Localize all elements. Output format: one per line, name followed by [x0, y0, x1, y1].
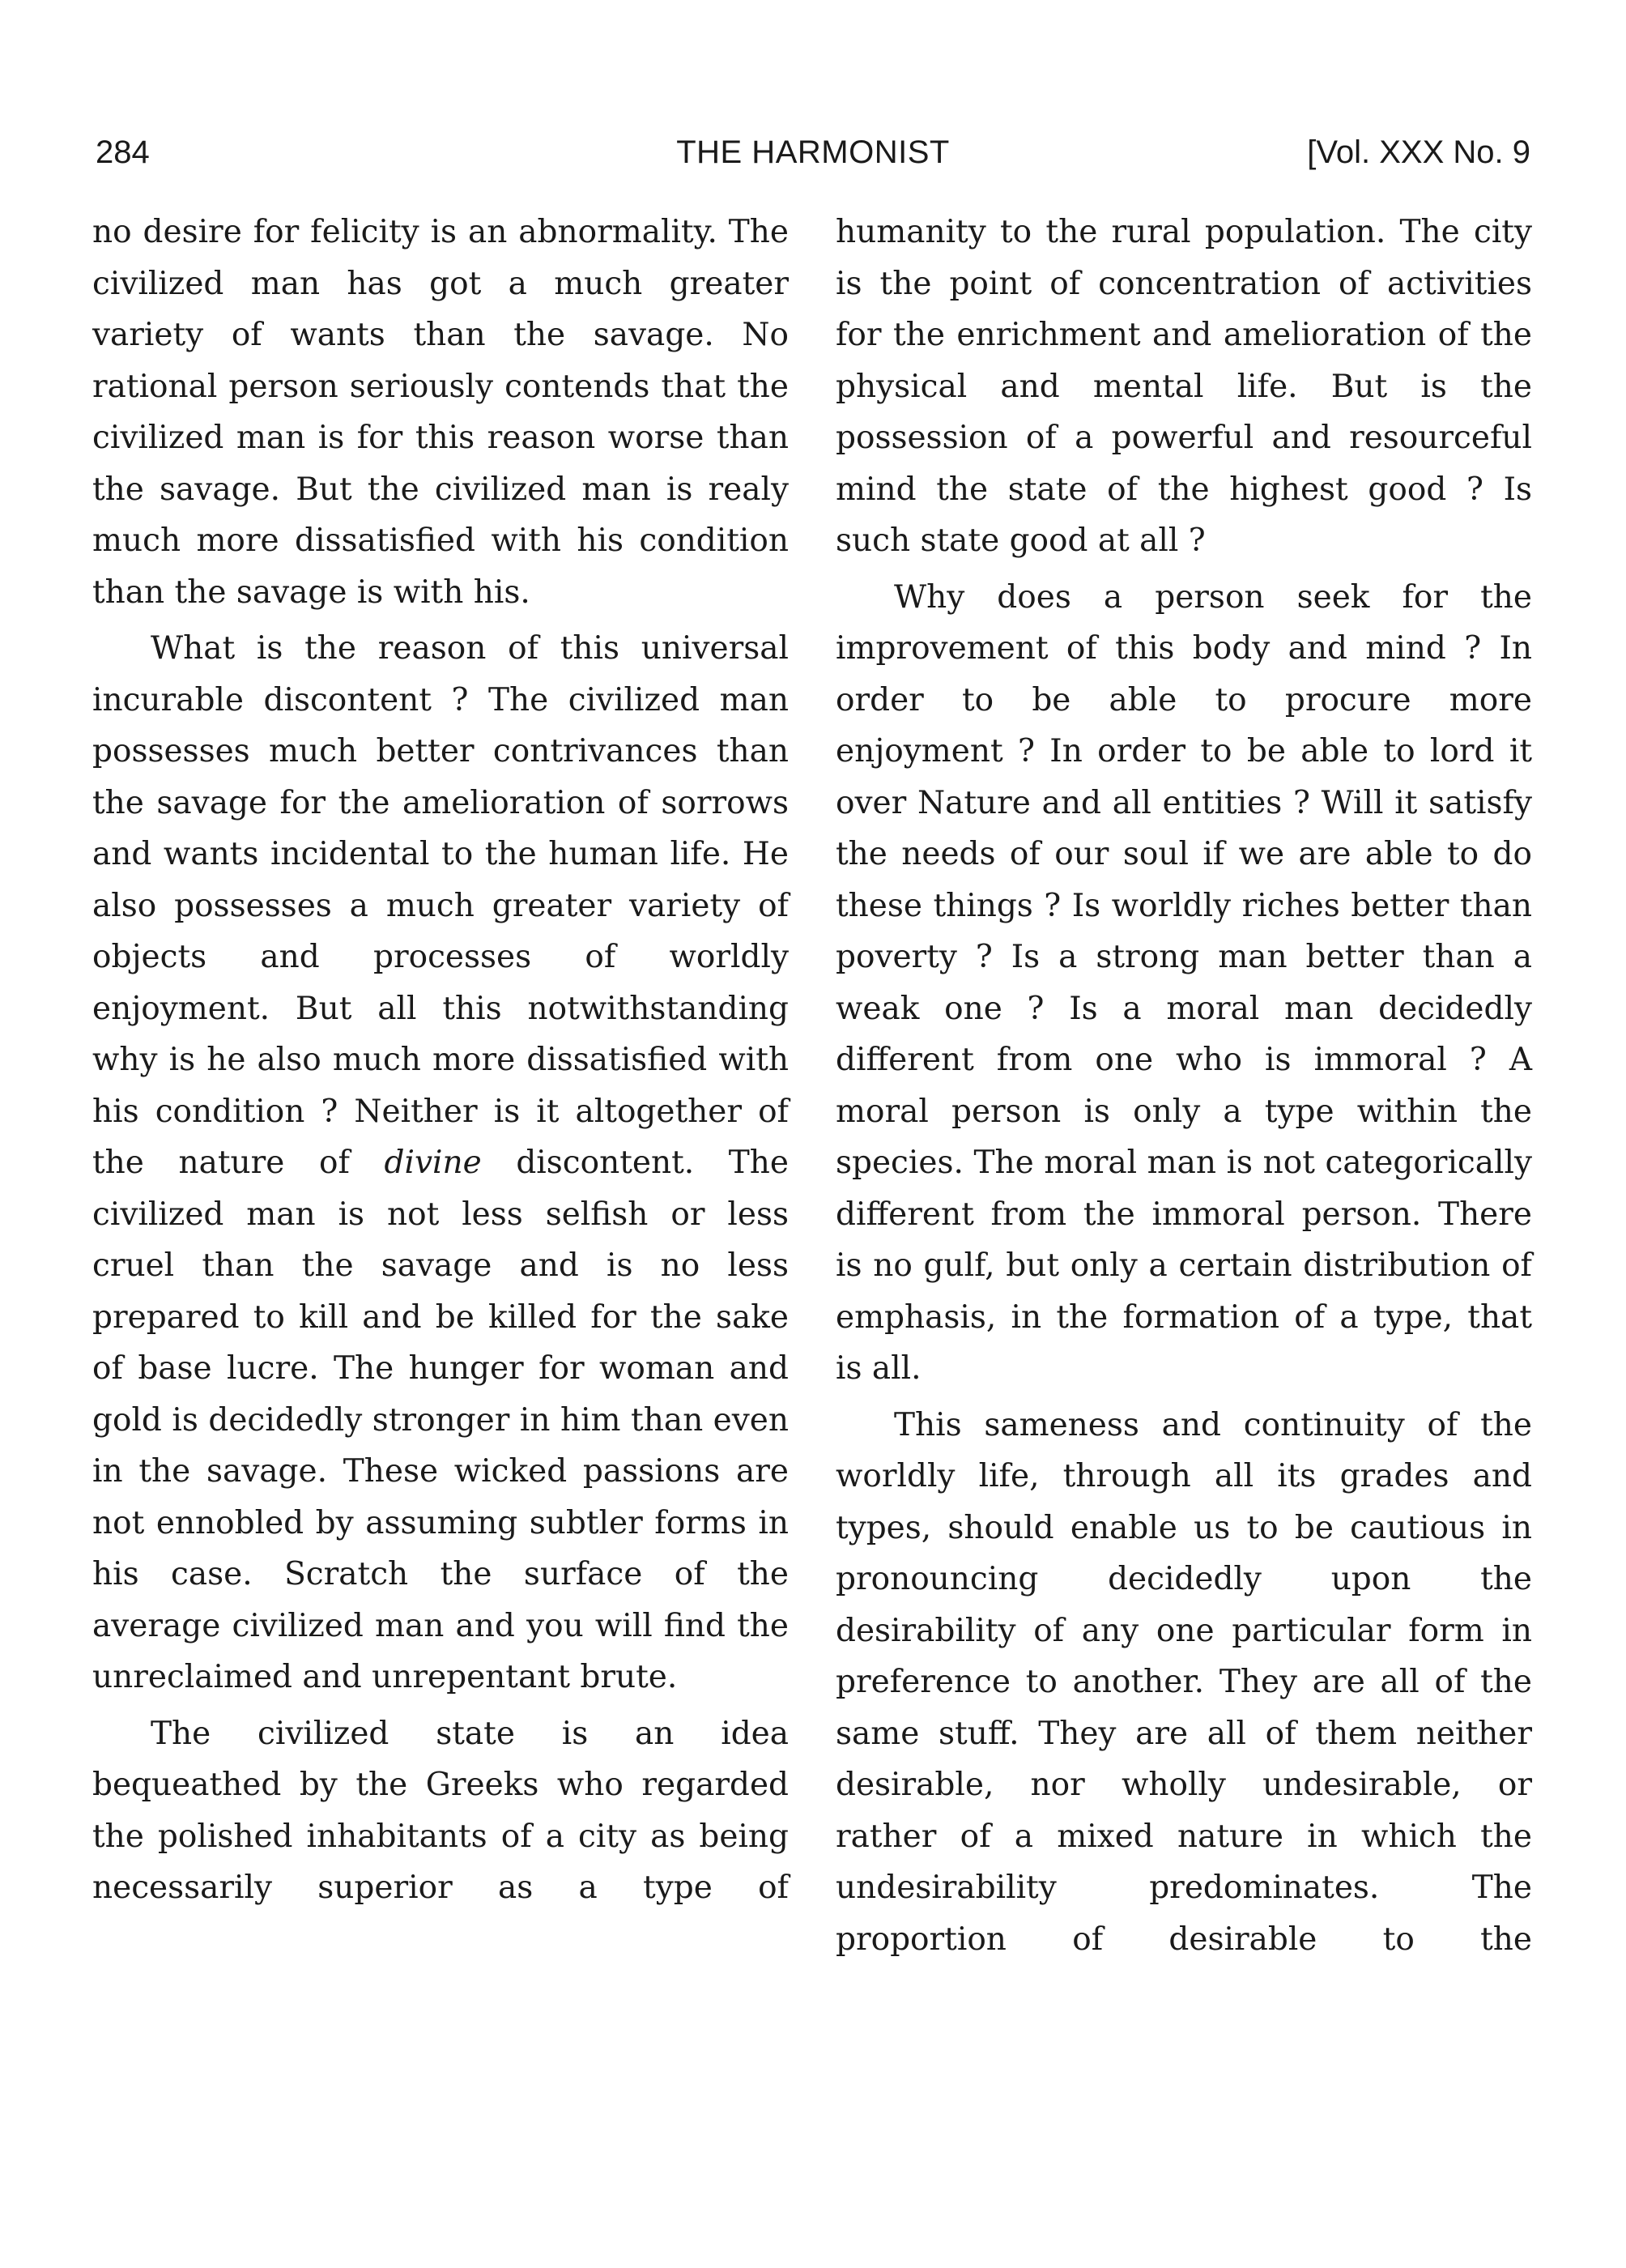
- left-paragraph-1: no desire for felicity is an abnormality. The civilized man has got a much greater variety of wants than the savage. No rational person seriously contends that the civilized man is for this reason worse than the savage. But the civilized man is realy much more dissatisfied with his condition than the savage is with his.: [92, 214, 789, 611]
- left-paragraph-3: The civilized state is an idea bequeathed by the Greeks who regarded the polished inhabitants of a city as being necessarily superior as a type of: [92, 1715, 789, 1906]
- running-title: THE HARMONIST: [676, 134, 950, 170]
- italic-word-divine: divine: [384, 1145, 482, 1181]
- left-paragraph-2: [92, 623, 789, 1703]
- right-paragraph-3: This sameness and continuity of the worldly life, through all its grades and types, should enable us to be cautious in pronouncing decidedly upon the desirability of any one particular form in preference to another. They are all of the same stuff. They are all of them neither desirable, nor wholly undesirable, or rather of a mixed nature in which the undesirability predominates. The proportion of desirable to the: [836, 1406, 1532, 1958]
- right-paragraph-1: humanity to the rural population. The city is the point of concentration of activities for the enrichment and amelioration of the physical and mental life. But is the possession of a powerful and resourceful mind the state of the highest good ? Is such state good at all ?: [836, 214, 1532, 559]
- volume-info: [Vol. XXX No. 9: [1307, 134, 1530, 170]
- left-paragraph-2-text-b: discontent. The civilized man is not less selfish or less cruel than the savage and is no less prepared to kill and be killed for the sake of base lucre. The hunger for woman and gold is decidedly stronger in him than even in the savage. These wicked passions are not ennobled by assuming subtler forms in his case. Scratch the surface of the average civilized man and you will find the unreclaimed and unrepentant brute.: [92, 1145, 789, 1695]
- left-paragraph-2-text-a: What is the reason of this universal incurable discontent ? The civilized man possesses much better contrivances than the savage for the amelioration of sorrows and wants incidental to the human life. He also possesses a much greater variety of objects and processes of worldly enjoyment. But all this notwithstanding why is he also much more dissatisfied with his condition ? Neither is it altogether of the nature of: [92, 630, 789, 1181]
- page-number: 284: [96, 134, 150, 170]
- right-paragraph-2: Why does a person seek for the improvement of this body and mind ? In order to be able to procure more enjoyment ? In order to be able to lord it over Nature and all entities ? Will it satisfy the needs of our soul if we are able to do these things ? Is worldly riches better than poverty ? Is a strong man better than a weak one ? Is a moral man decidedly different from one who is immoral ? A moral person is only a type within the species. The moral man is not categorically different from the immoral person. There is no gulf, but only a certain distribution of emphasis, in the formation of a type, that is all.: [836, 578, 1532, 1387]
- right-column: [836, 207, 1532, 1970]
- page-header: [96, 128, 1530, 177]
- left-column: [92, 207, 789, 1919]
